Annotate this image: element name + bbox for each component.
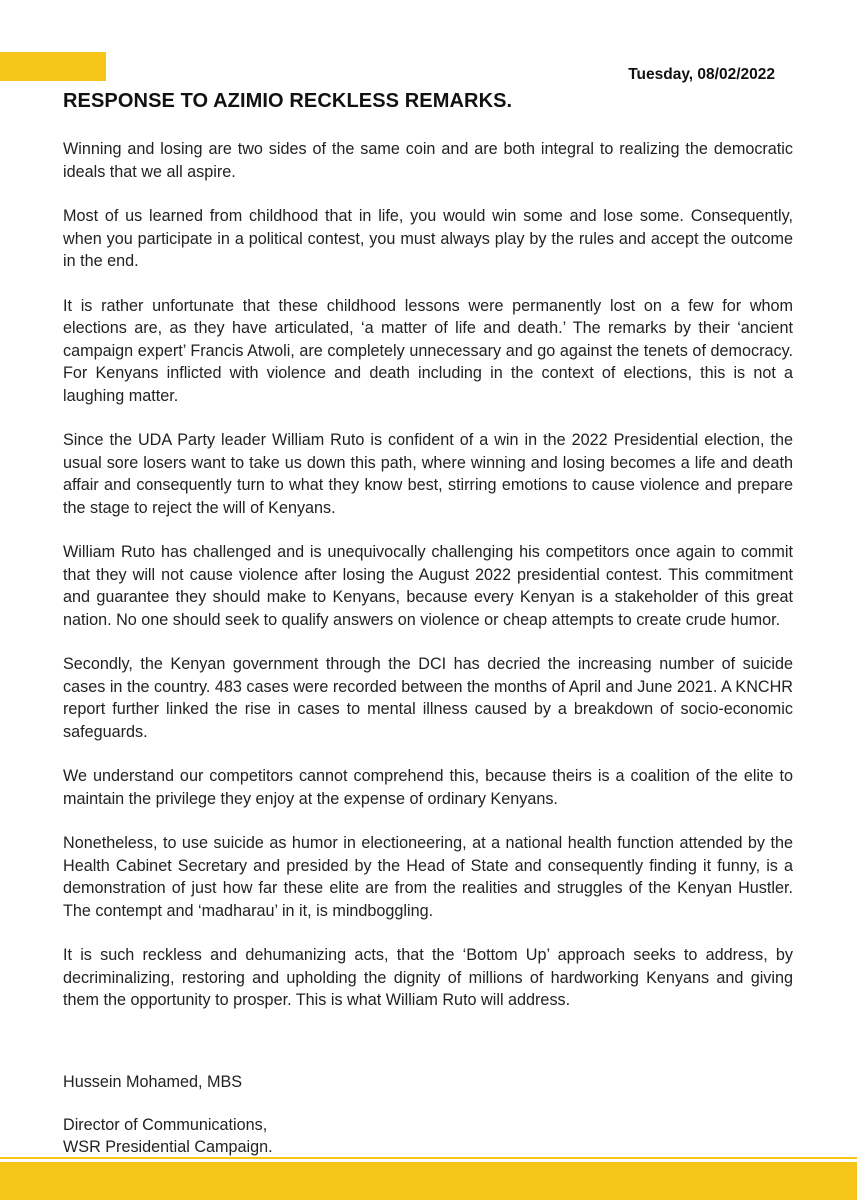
signatory-name: Hussein Mohamed, MBS: [63, 1073, 243, 1091]
top-accent-bar: [0, 52, 106, 81]
document-title: RESPONSE TO AZIMIO RECKLESS REMARKS.: [63, 90, 513, 112]
paragraph-2: Most of us learned from childhood that in life, you would win some and lose some. Consequently, when you participate in a political contest, you must always play by the rules and accept the outcome in the end.: [63, 207, 793, 270]
paragraph-5: William Ruto has challenged and is unequivocally challenging his competitors once again to commit that they will not cause violence after losing the August 2022 presidential contest. This commitment and guarantee they should make to Kenyans, because every Kenyan is a stakeholder of this great nation. No one should seek to qualify answers on violence or cheap attempts to create crude humor.: [63, 543, 793, 629]
signatory-role: Director of Communications,: [63, 1115, 268, 1134]
signatory-organization: WSR Presidential Campaign.: [63, 1138, 273, 1156]
document-body: [63, 138, 793, 1034]
document-date: Tuesday, 08/02/2022: [628, 66, 775, 83]
bottom-divider-line: [0, 1157, 857, 1159]
paragraph-3: It is rather unfortunate that these childhood lessons were permanently lost on a few for whom elections are, as they have articulated, ‘a matter of life and death.’ The remarks by their ‘ancient campaign expert’ Francis Atwoli, are completely unnecessary and go against the tenets of democracy. For Kenyans inflicted with violence and death including in the context of elections, this is not a laughing matter.: [63, 296, 793, 405]
paragraph-9: It is such reckless and dehumanizing acts, that the ‘Bottom Up’ approach seeks to address, by decriminalizing, restoring and upholding the dignity of millions of hardworking Kenyans and giving them the opportunity to prosper. This is what William Ruto will address.: [63, 946, 793, 1009]
paragraph-1: Winning and losing are two sides of the same coin and are both integral to realizing the democratic ideals that we all aspire.: [63, 140, 793, 181]
paragraph-7: We understand our competitors cannot comprehend this, because theirs is a coalition of the elite to maintain the privilege they enjoy at the expense of ordinary Kenyans.: [63, 767, 793, 808]
bottom-accent-bar: [0, 1162, 857, 1200]
paragraph-6: Secondly, the Kenyan government through the DCI has decried the increasing number of suicide cases in the country. 483 cases were recorded between the months of April and June 2021. A KNCHR report further linked the rise in cases to mental illness caused by a breakdown of socio-economic safeguards.: [63, 655, 793, 741]
paragraph-8: Nonetheless, to use suicide as humor in electioneering, at a national health function attended by the Health Cabinet Secretary and presided by the Head of State and consequently finding it funny, is a demonstration of just how far these elite are from the realities and struggles of the Kenyan Hustler. The contempt and ‘madharau’ in it, is mindboggling.: [63, 834, 793, 920]
signature-block: [63, 1071, 273, 1159]
paragraph-4: Since the UDA Party leader William Ruto is confident of a win in the 2022 Presidential election, the usual sore losers want to take us down this path, where winning and losing becomes a life and death affair and consequently turn to what they know best, stirring emotions to cause violence and prepare the stage to reject the will of Kenyans.: [63, 431, 793, 517]
